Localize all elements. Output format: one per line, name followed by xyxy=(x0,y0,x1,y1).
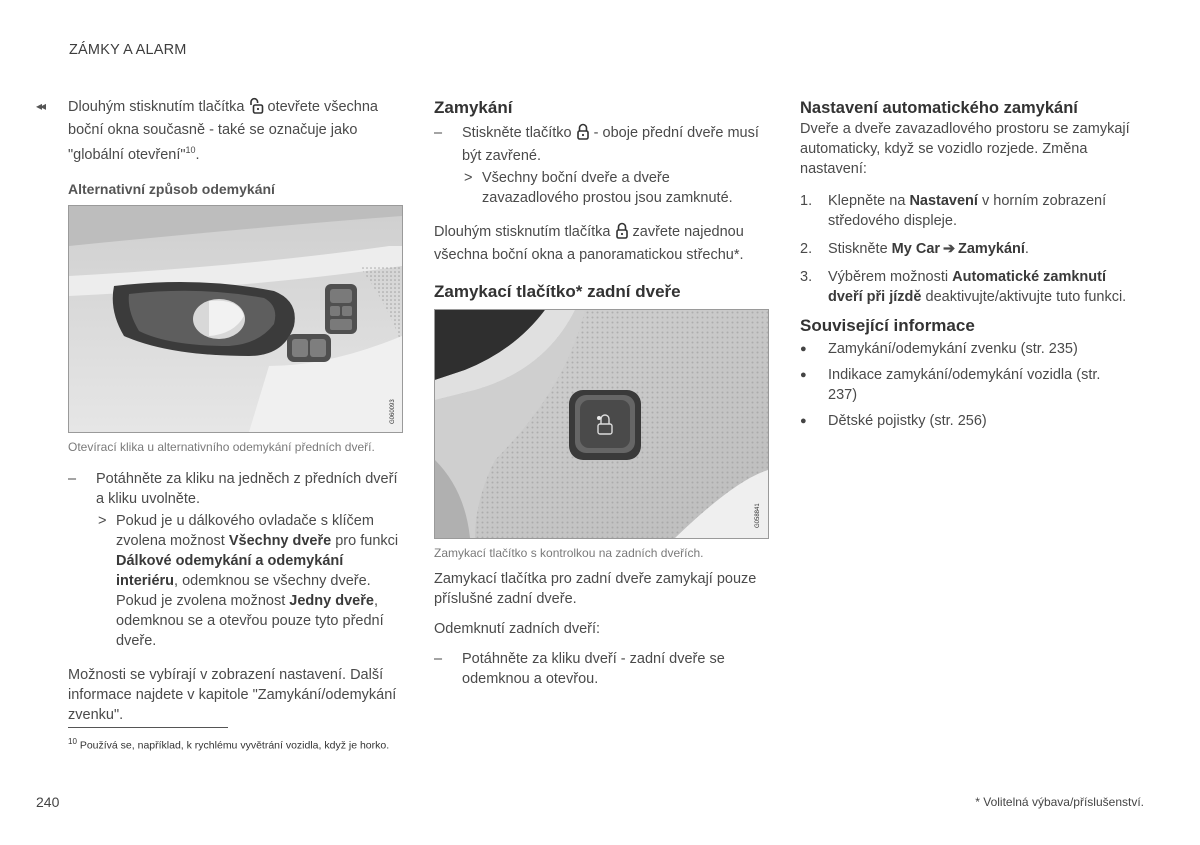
heading-locking: Zamykání xyxy=(434,98,513,117)
figure-caption: Zamykací tlačítko s kontrolkou na zadních dveřích. xyxy=(434,546,704,560)
step-number: 1. xyxy=(800,193,813,209)
related-link[interactable]: ● Dětské pojistky (str. 256) xyxy=(800,411,1130,431)
option-all-doors: Všechny dveře xyxy=(228,532,332,549)
intro-text-a: Dlouhým stisknutím tlačítka xyxy=(68,99,249,115)
list-item xyxy=(800,267,1130,307)
step-text: Výběrem možnosti xyxy=(828,269,953,285)
figure-id: G058841 xyxy=(755,503,761,528)
column-left xyxy=(68,97,408,735)
substep-marker: > xyxy=(98,512,107,529)
rear-unlock-label: Odemknutí zadních dveří: xyxy=(434,621,601,637)
lock-icon xyxy=(615,222,629,245)
step-text: . xyxy=(1024,241,1029,257)
arrow-right-icon: ➔ xyxy=(942,241,956,257)
step-text: Klepněte na xyxy=(828,193,910,209)
footnote-ref[interactable]: 10 xyxy=(185,145,196,155)
substep-text-g: , odemknou se a otevřou pouze tyto přední dveře. xyxy=(116,592,384,649)
menu-my-car: My Car xyxy=(891,241,941,257)
long-press-paragraph xyxy=(434,222,769,265)
auto-lock-intro: Dveře a dveře zavazadlového prostoru se zamykají automaticky, když se vozidlo rozjede. Změna nastavení: xyxy=(800,121,1130,177)
related-link[interactable]: ● Indikace zamykání/odemykání vozidla (str. 237) xyxy=(800,365,1130,405)
lock-icon xyxy=(576,123,590,146)
substep-text-a: Pokud je u dálkového ovladače s klíčem zvolena možnost xyxy=(116,512,374,549)
option-one-door: Jedny dveře xyxy=(289,592,374,609)
continued-marker: ◂◂ xyxy=(36,99,45,113)
rear-lock-figure xyxy=(434,309,769,539)
unlock-icon xyxy=(249,97,264,120)
step-text: v horním zobrazení středového displeje. xyxy=(828,193,1107,229)
step-text: Stiskněte xyxy=(828,241,892,257)
door-handle-figure xyxy=(68,205,403,433)
rear-lock-illustration xyxy=(435,310,768,538)
step-number: 3. xyxy=(800,269,813,285)
door-handle-illustration xyxy=(69,206,402,432)
heading-auto-lock: Nastavení automatického zamykání xyxy=(800,99,1078,117)
footnote-divider xyxy=(68,727,228,728)
step-text-a: Stiskněte tlačítko xyxy=(462,125,576,141)
page-number: 240 xyxy=(36,794,60,810)
substep-text: Všechny boční dveře a dveře zavazadlového prostou jsou zamknuté. xyxy=(482,170,733,206)
intro-text-end: . xyxy=(195,146,200,163)
option-auto-lock-driving: Automatické zamknutí dveří při jízdě xyxy=(828,269,1107,305)
section-title: ZÁMKY A ALARM xyxy=(69,42,187,58)
menu-locking: Zamykání xyxy=(958,241,1025,257)
figure-caption: Otevírací klika u alternativního odemykání předních dveří. xyxy=(68,439,375,454)
para-text-a: Dlouhým stisknutím tlačítka xyxy=(434,224,615,240)
settings-note: Možnosti se vybírají v zobrazení nastavení. Další informace najdete v kapitole "Zamykání/odemykání zvenku". xyxy=(68,666,397,723)
para-text-b: zavřete najednou všechna boční okna a panoramatickou střechu*. xyxy=(434,224,744,263)
intro-paragraph xyxy=(68,97,408,165)
substep-text-c: pro funkci xyxy=(331,532,399,549)
step-text: deaktivujte/aktivujte tuto funkci. xyxy=(921,289,1127,305)
substep-text-e: , odemknou se všechny dveře. Pokud je zvolena možnost xyxy=(116,572,371,609)
substep-marker: > xyxy=(464,170,473,186)
related-link[interactable]: ● Zamykání/odemykání zvenku (str. 235) xyxy=(800,339,1130,359)
intro-text-b: otevřete všechna boční okna současně - také se označuje jako "globální otevření" xyxy=(68,99,378,163)
column-middle xyxy=(434,97,769,699)
related-links xyxy=(800,339,1130,431)
optional-equipment-note: * Volitelná výbava/příslušenství. xyxy=(975,795,1144,809)
step-text-b: - oboje přední dveře musí být zavřené. xyxy=(462,125,759,164)
footnote xyxy=(68,732,389,756)
column-right xyxy=(800,97,1130,437)
option-remote-unlock: Dálkové odemykání a odemykání interiéru xyxy=(116,552,344,589)
substep-remote-setting xyxy=(68,511,408,651)
menu-settings: Nastavení xyxy=(909,193,978,209)
step-pull-handle: – Potáhněte za kliku na jedněch z předních dveří a kliku uvolněte. xyxy=(68,469,408,509)
step-pull-rear-handle: – Potáhněte za kliku dveří - zadní dveře se odemknou a otevřou. xyxy=(434,649,769,689)
step-number: 2. xyxy=(800,241,813,257)
list-item xyxy=(800,191,1130,231)
footnote-text: Používá se, například, k rychlému vyvětrání vozidla, když je horko. xyxy=(79,739,390,752)
figure-id: G060093 xyxy=(390,399,396,424)
list-item xyxy=(800,239,1130,259)
substep-all-locked xyxy=(434,168,769,208)
step-press-lock xyxy=(434,123,769,166)
subheading-alt-unlock: Alternativní způsob odemykání xyxy=(68,180,275,197)
rear-lock-description: Zamykací tlačítka pro zadní dveře zamykají pouze příslušné zadní dveře. xyxy=(434,571,757,607)
auto-lock-steps xyxy=(800,191,1130,307)
heading-related-info: Související informace xyxy=(800,316,975,335)
heading-rear-lock-button: Zamykací tlačítko* zadní dveře xyxy=(434,282,681,301)
footnote-number: 10 xyxy=(68,737,77,746)
